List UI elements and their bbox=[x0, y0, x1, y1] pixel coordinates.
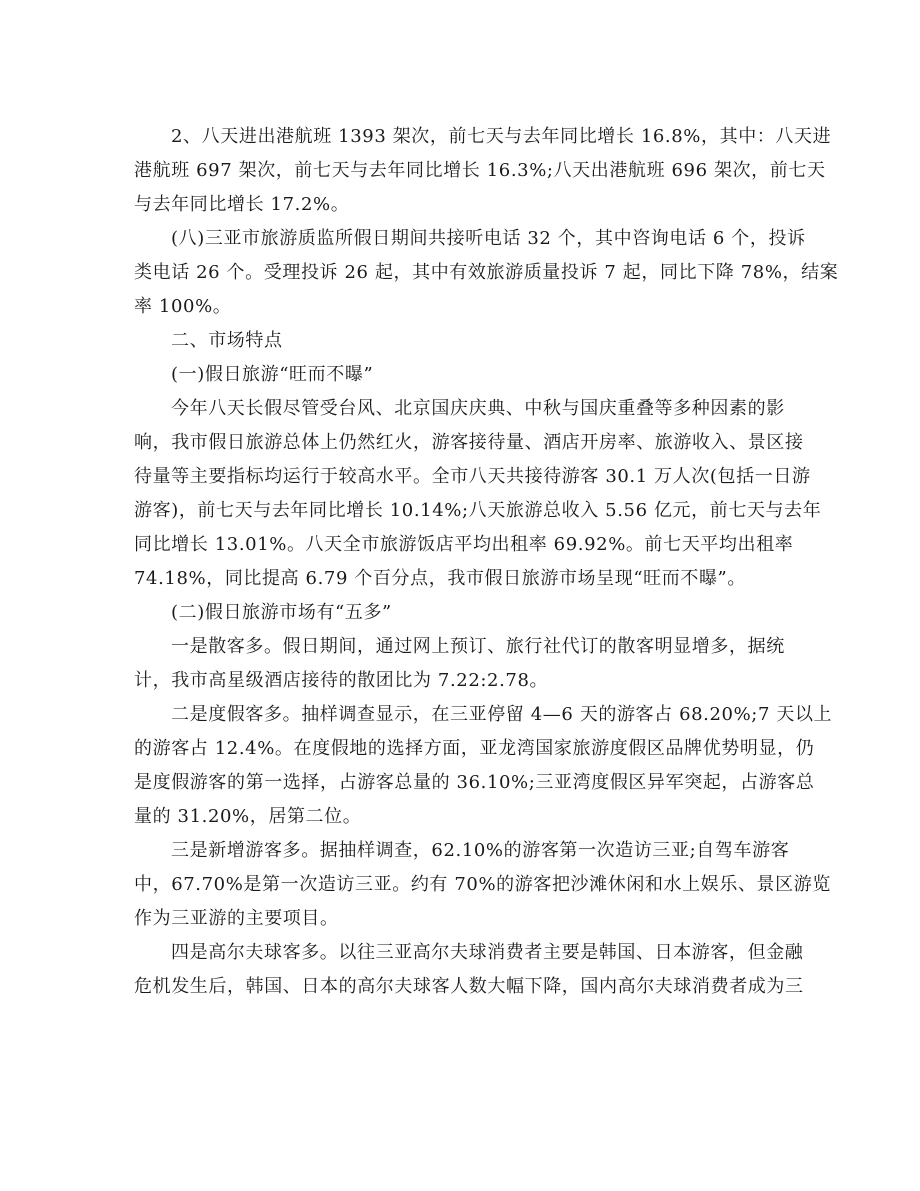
paragraph-point-4 bbox=[134, 936, 804, 1004]
text-line: 74.18%，同比提高 6.79 个百分点，我市假日旅游市场呈现“旺而不曝”。 bbox=[134, 568, 746, 589]
document-body bbox=[134, 120, 839, 1004]
paragraph-point-2 bbox=[134, 698, 833, 834]
text-line: 港航班 697 架次，前七天与去年同比增长 16.3%;八天出港航班 696 架次，前七天 bbox=[134, 160, 826, 181]
text-line: 待量等主要指标均运行于较高水平。全市八天共接待游客 30.1 万人次(包括一日游 bbox=[134, 466, 811, 487]
text-line: 响，我市假日旅游总体上仍然红火，游客接待量、酒店开房率、旅游收入、景区接 bbox=[134, 432, 804, 453]
section-heading bbox=[134, 324, 786, 358]
text-line: 量的 31.20%，居第二位。 bbox=[134, 806, 362, 827]
text-line: 三是新增游客多。据抽样调查，62.10%的游客第一次造访三亚;自驾车游客 bbox=[171, 840, 790, 861]
text-line: 二是度假客多。抽样调查显示，在三亚停留 4—6 天的游客占 68.20%;7 天以上 bbox=[171, 704, 833, 725]
text-line: 作为三亚游的主要项目。 bbox=[134, 908, 339, 929]
subheading-text: (二)假日旅游市场有“五多” bbox=[171, 602, 392, 623]
subheading-text: (一)假日旅游“旺而不曝” bbox=[171, 364, 374, 385]
subheading bbox=[134, 358, 786, 392]
text-line: 的游客占 12.4%。在度假地的选择方面，亚龙湾国家旅游度假区品牌优势明显，仍 bbox=[134, 738, 815, 759]
heading-text: 二、市场特点 bbox=[171, 330, 283, 351]
paragraph-overview bbox=[134, 392, 822, 596]
text-line: 同比增长 13.01%。八天全市旅游饭店平均出租率 69.92%。前七天平均出租率 bbox=[134, 534, 794, 555]
text-line: 类电话 26 个。受理投诉 26 起，其中有效旅游质量投诉 7 起，同比下降 78%，结案 bbox=[134, 262, 839, 283]
text-line: (八)三亚市旅游质监所假日期间共接听电话 32 个，其中咨询电话 6 个，投诉 bbox=[171, 228, 806, 249]
paragraph-point-1 bbox=[134, 630, 786, 698]
text-line: 计，我市高星级酒店接待的散团比为 7.22:2.78。 bbox=[134, 670, 549, 691]
text-line: 是度假游客的第一选择，占游客总量的 36.10%;三亚湾度假区异军突起，占游客总 bbox=[134, 772, 815, 793]
text-line: 四是高尔夫球客多。以往三亚高尔夫球消费者主要是韩国、日本游客，但金融 bbox=[171, 942, 804, 963]
text-line: 今年八天长假尽管受台风、北京国庆庆典、中秋与国庆重叠等多种因素的影 bbox=[171, 398, 785, 419]
paragraph-complaints bbox=[134, 222, 839, 324]
text-line: 2、八天进出港航班 1393 架次，前七天与去年同比增长 16.8%，其中：八天进 bbox=[171, 126, 832, 147]
text-line: 与去年同比增长 17.2%。 bbox=[134, 194, 350, 215]
text-line: 中，67.70%是第一次造访三亚。约有 70%的游客把沙滩休闲和水上娱乐、景区游览 bbox=[134, 874, 831, 895]
paragraph-flights bbox=[134, 120, 832, 222]
text-line: 一是散客多。假日期间，通过网上预订、旅行社代订的散客明显增多，据统 bbox=[171, 636, 785, 657]
text-line: 率 100%。 bbox=[134, 296, 232, 317]
subheading bbox=[134, 596, 786, 630]
paragraph-point-3 bbox=[134, 834, 831, 936]
text-line: 游客)，前七天与去年同比增长 10.14%;八天旅游总收入 5.56 亿元，前七天与去年 bbox=[134, 500, 822, 521]
text-line: 危机发生后，韩国、日本的高尔夫球客人数大幅下降，国内高尔夫球消费者成为三 bbox=[134, 976, 804, 997]
